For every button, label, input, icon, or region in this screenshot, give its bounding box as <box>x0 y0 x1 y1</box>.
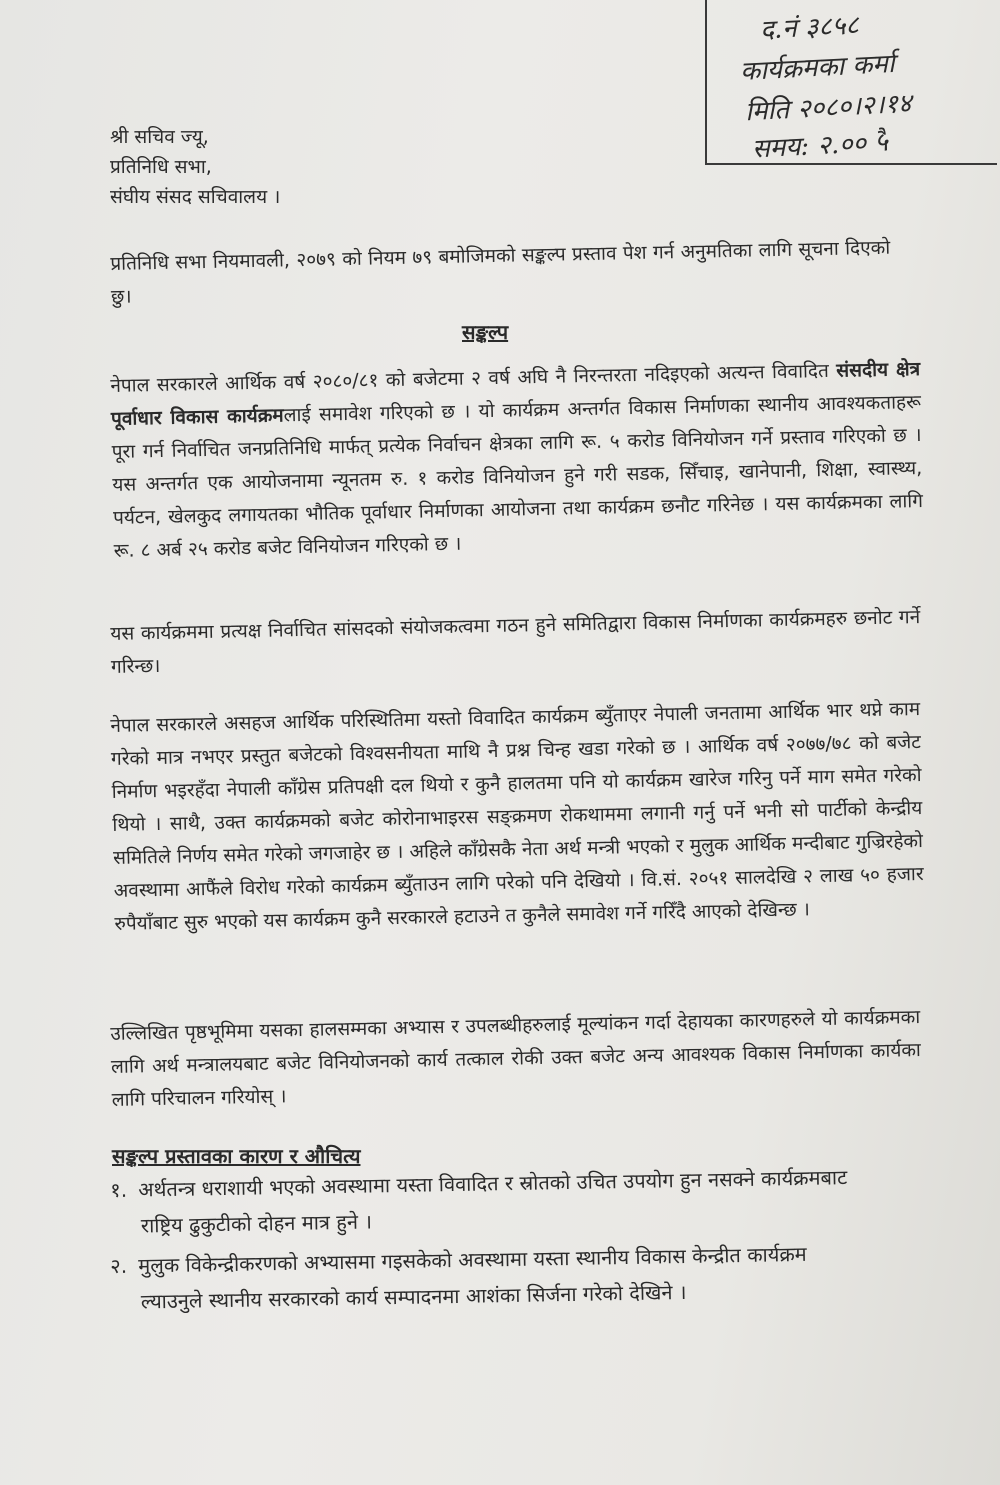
reason-text-line-2: ल्याउनुले स्थानीय सरकारको कार्य सम्पादनमा आशंका सिर्जना गरेको देखिने । <box>140 1279 687 1314</box>
paragraph-4: उल्लिखित पृष्ठभूमिमा यसका हालसम्मका अभ्यास र उपलब्धीहरुलाई मूल्यांकन गर्दा देहायका कारणहरुले यो कार्यक्रमका लागि अर्थ मन्त्रालयबाट बजेट विनियोजनको कार्य तत्काल रोकी उक्त बजेट अन्य आवश्यक विकास निर्माणका कार्यका लागि परिचालन गरियोस् । <box>110 1006 922 1111</box>
reason-text-line-2: राष्ट्रिय ढुकुटीको दोहन मात्र हुने । <box>140 1209 373 1238</box>
paragraph-2: यस कार्यक्रममा प्रत्यक्ष निर्वाचित सांसदको संयोजकत्वमा गठन हुने समितिद्वारा विकास निर्माणका कार्यक्रमहरु छनोट गर्ने गरिन्छ। <box>110 606 921 678</box>
recipient-address <box>110 122 280 212</box>
paragraph-3: नेपाल सरकारले असहज आर्थिक परिस्थितिमा यस्तो विवादित कार्यक्रम ब्युँताएर नेपाली जनतामा आर्थिक भार थप्ने काम गरेको मात्र नभएर प्रस्तुत बजेटको विश्वसनीयता माथि नै प्रश्न चिन्ह खडा गरेको छ । आर्थिक वर्ष २०७७/७८ को बजेट निर्माण भइरहँदा नेपाली काँग्रेस प्रतिपक्षी दल थियो र कुनै हालतमा पनि यो कार्यक्रम खारेज गरिनु पर्ने माग समेत गरेको थियो । साथै, उक्त कार्यक्रमको बजेट कोरोनाभाइरस सङ्क्रमण रोकथाममा लगानी गर्नु पर्ने भनी सो पार्टीको केन्द्रीय समितिले निर्णय समेत गरेको जगजाहेर छ । अहिले काँग्रेसकै नेता अर्थ मन्त्री भएको र मुलुक आर्थिक मन्दीबाट गुज्रिरहेको अवस्थामा आफैंले विरोध गरेको कार्यक्रम ब्युँताउन लागि परेको पनि देखियो । वि.सं. २०५१ सालदेखि २ लाख ५० हजार रुपैयाँबाट सुरु भएको यस कार्यक्रम कुनै सरकारले हटाउने त कुनैले समावेश गर्ने गरिँदै आएको देखिन्छ । <box>110 698 924 935</box>
program-name-bold: संसदीय क्षेत्र पूर्वाधार विकास कार्यक्रम <box>110 358 921 430</box>
address-line-3: संघीय संसद सचिवालय । <box>110 186 281 208</box>
address-line-2: प्रतिनिधि सभा, <box>110 156 212 178</box>
document-title: सङ्कल्प <box>462 320 509 344</box>
reason-text-line-1: मुलुक विकेन्द्रीकरणको अभ्यासमा गइसकेको अवस्थामा यस्ता स्थानीय विकास केन्द्रीत कार्यक्रम <box>138 1241 807 1278</box>
paragraph-1-start: नेपाल सरकारले आर्थिक वर्ष २०८०/८१ को बजेटमा २ वर्ष अघि नै निरन्तरता नदिइएको अत्यन्त विवादित <box>110 359 837 397</box>
paragraph-1-rest: लाई समावेश गरिएको छ । यो कार्यक्रम अन्तर्गत विकास निर्माणका स्थानीय आवश्यकताहरू पूरा गर्न निर्वाचित जनप्रतिनिधि मार्फत् प्रत्येक निर्वाचन क्षेत्रका लागि रू. ५ करोड विनियोजन गर्ने प्रस्ताव गरिएको छ । यस अन्तर्गत एक आयोजनामा न्यूनतम रु. १ करोड विनियोजन हुने गरी सडक, सिँचाइ, खानेपानी, शिक्षा, स्वास्थ्य, पर्यटन, खेलकुद लगायतका भौतिक पूर्वाधार निर्माणका आयोजना तथा कार्यक्रम छनौट गरिनेछ । यस कार्यक्रमका लागि रू. ८ अर्ब २५ करोड बजेट विनियोजन गरिएको छ । <box>111 391 924 562</box>
stamp-line-4: समय: २.०० ५ै <box>751 127 889 165</box>
reason-text-line-1: अर्थतन्त्र धराशायी भएको अवस्थामा यस्ता विवादित र स्रोतको उचित उपयोग हुन नसक्ने कार्यक्रमबाट <box>138 1165 848 1202</box>
address-line-1: श्री सचिव ज्यू, <box>110 126 209 148</box>
reason-item-2 <box>110 1234 931 1320</box>
reason-number: २. <box>110 1253 128 1278</box>
stamp-line-2: कार्यक्रमका कर्मा <box>739 48 896 88</box>
intro-paragraph: प्रतिनिधि सभा नियमावली, २०७९ को नियम ७९ बमोजिमको सङ्कल्प प्रस्ताव पेश गर्न अनुमतिका लागि सूचना दिएको छु। <box>110 236 891 308</box>
reason-item-1 <box>110 1158 931 1244</box>
reason-number: १. <box>110 1177 128 1202</box>
stamp-line-3: मिति २०८०।२।१४ <box>744 88 913 128</box>
paragraph-1 <box>110 353 924 568</box>
reasons-heading: सङ्कल्प प्रस्तावका कारण र औचित्य <box>112 1144 361 1168</box>
stamp-line-1: द.नं ३८५८ <box>759 10 860 46</box>
